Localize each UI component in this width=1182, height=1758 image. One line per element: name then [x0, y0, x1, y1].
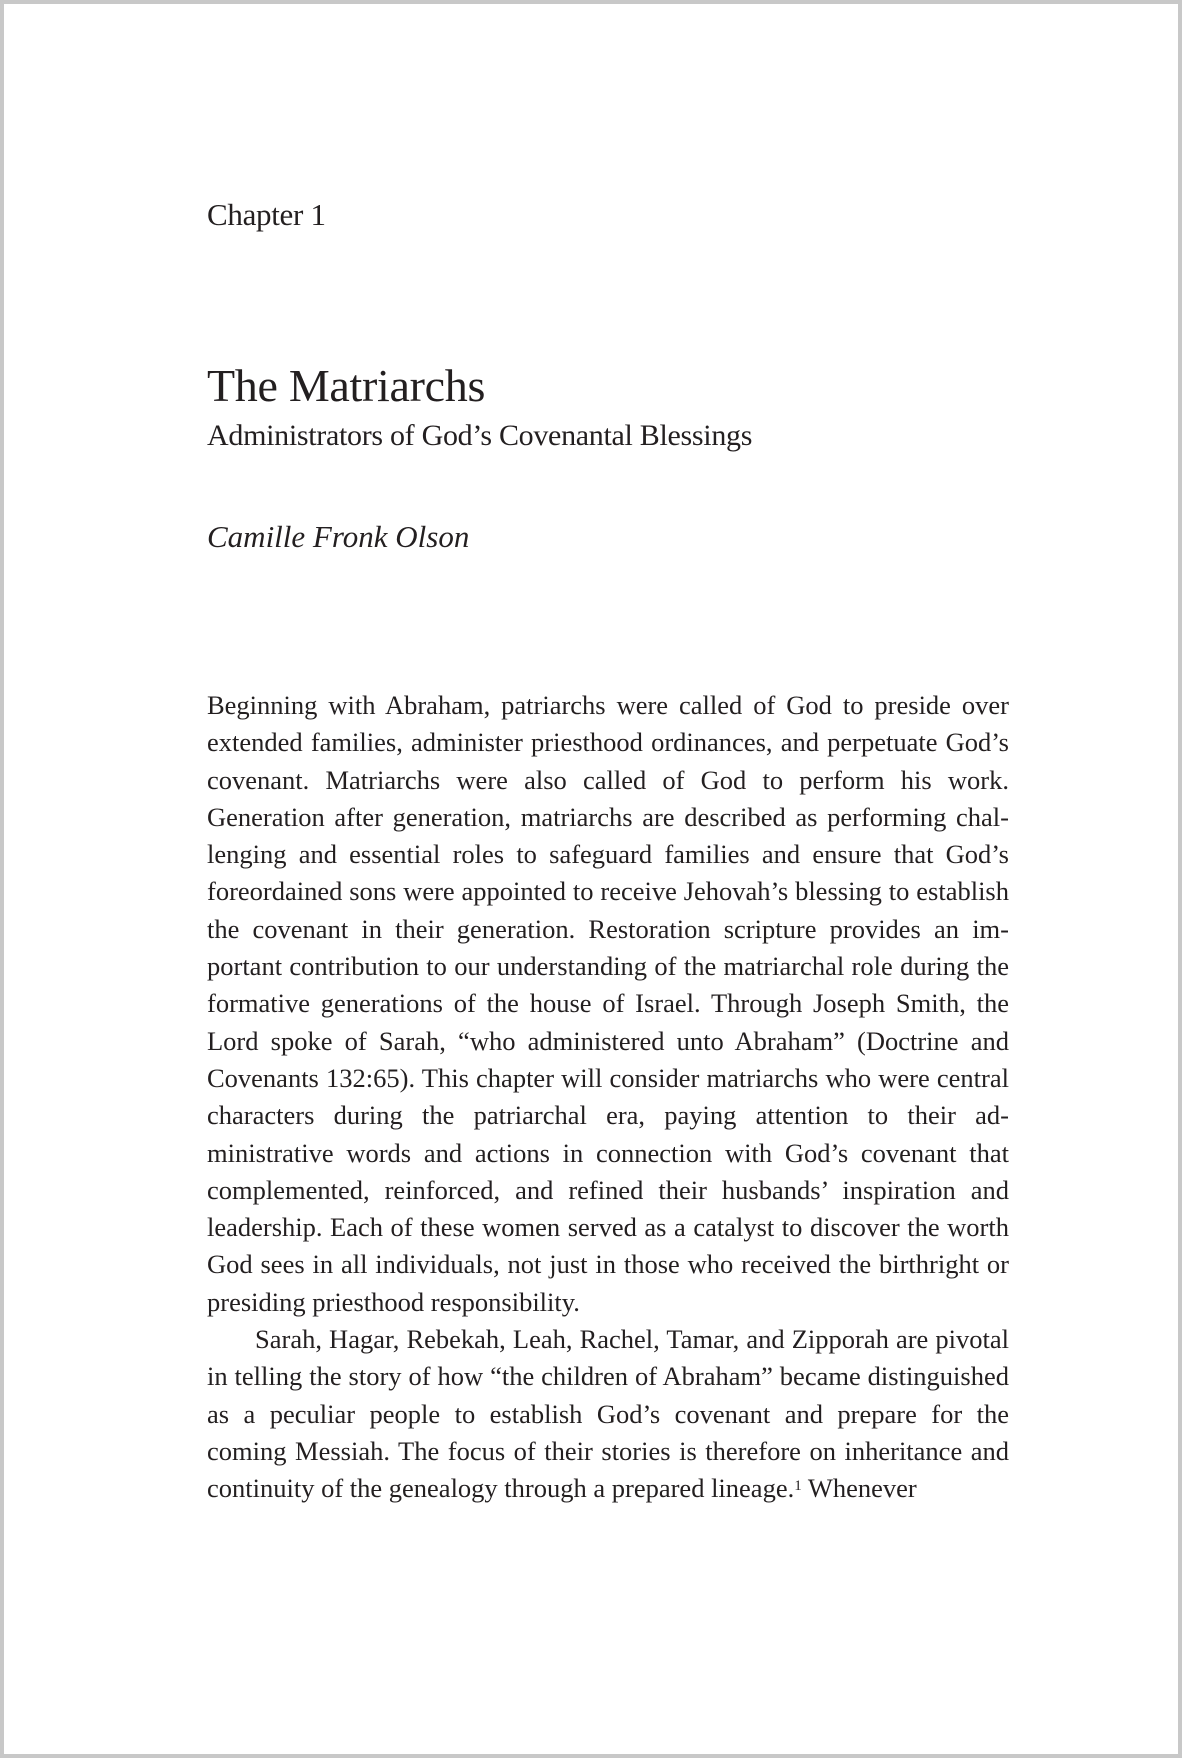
chapter-subtitle: Administrators of God’s Covenantal Blessings [207, 419, 753, 452]
body-paragraph-2-tail: Whenever [801, 1473, 917, 1504]
chapter-title: The Matriarchs [207, 360, 486, 411]
body-paragraph-1: Beginning with Abraham, patriarchs were called of God to preside over extended families, administer priesthood ordinances, and perpetuate God’s covenant. Matriarchs were also called of God to perform his work. Generation after generation, matriarchs are described as performing challenging and essential roles to safeguard families and ensure that God’s foreordained sons were appointed to receive Jehovah’s blessing to establish the covenant in their generation. Restoration scripture provides an important contribution to our understanding of the matriarchal role during the formative generations of the house of Israel. Through Joseph Smith, the Lord spoke of Sarah, “who administered unto Abraham” (Doctrine and Covenants 132:65). This chapter will consider matriarchs who were central characters during the patriarchal era, paying attention to their administrative words and actions in connection with God’s covenant that complemented, reinforced, and refined their husbands’ inspiration and leadership. Each of these women served as a catalyst to discover the worth God sees in all individuals, not just in those who received the birthright or presiding priesthood responsibility. [207, 690, 1009, 1317]
chapter-body [207, 687, 1009, 1508]
body-paragraph-2-text: Sarah, Hagar, Rebekah, Leah, Rachel, Tamar, and Zipporah are pivotal in telling the story of how “the children of Abraham” became distinguished as a peculiar people to establish God’s covenant and prepare for the coming Messiah. The focus of their stories is therefore on inheritance and continuity of the genealogy through a prepared lineage. [207, 1324, 1009, 1504]
footnote-reference[interactable]: 1 [794, 1478, 802, 1495]
chapter-label: Chapter 1 [207, 197, 326, 232]
author-name: Camille Fronk Olson [207, 519, 470, 554]
body-paragraph-2 [207, 1321, 1009, 1507]
